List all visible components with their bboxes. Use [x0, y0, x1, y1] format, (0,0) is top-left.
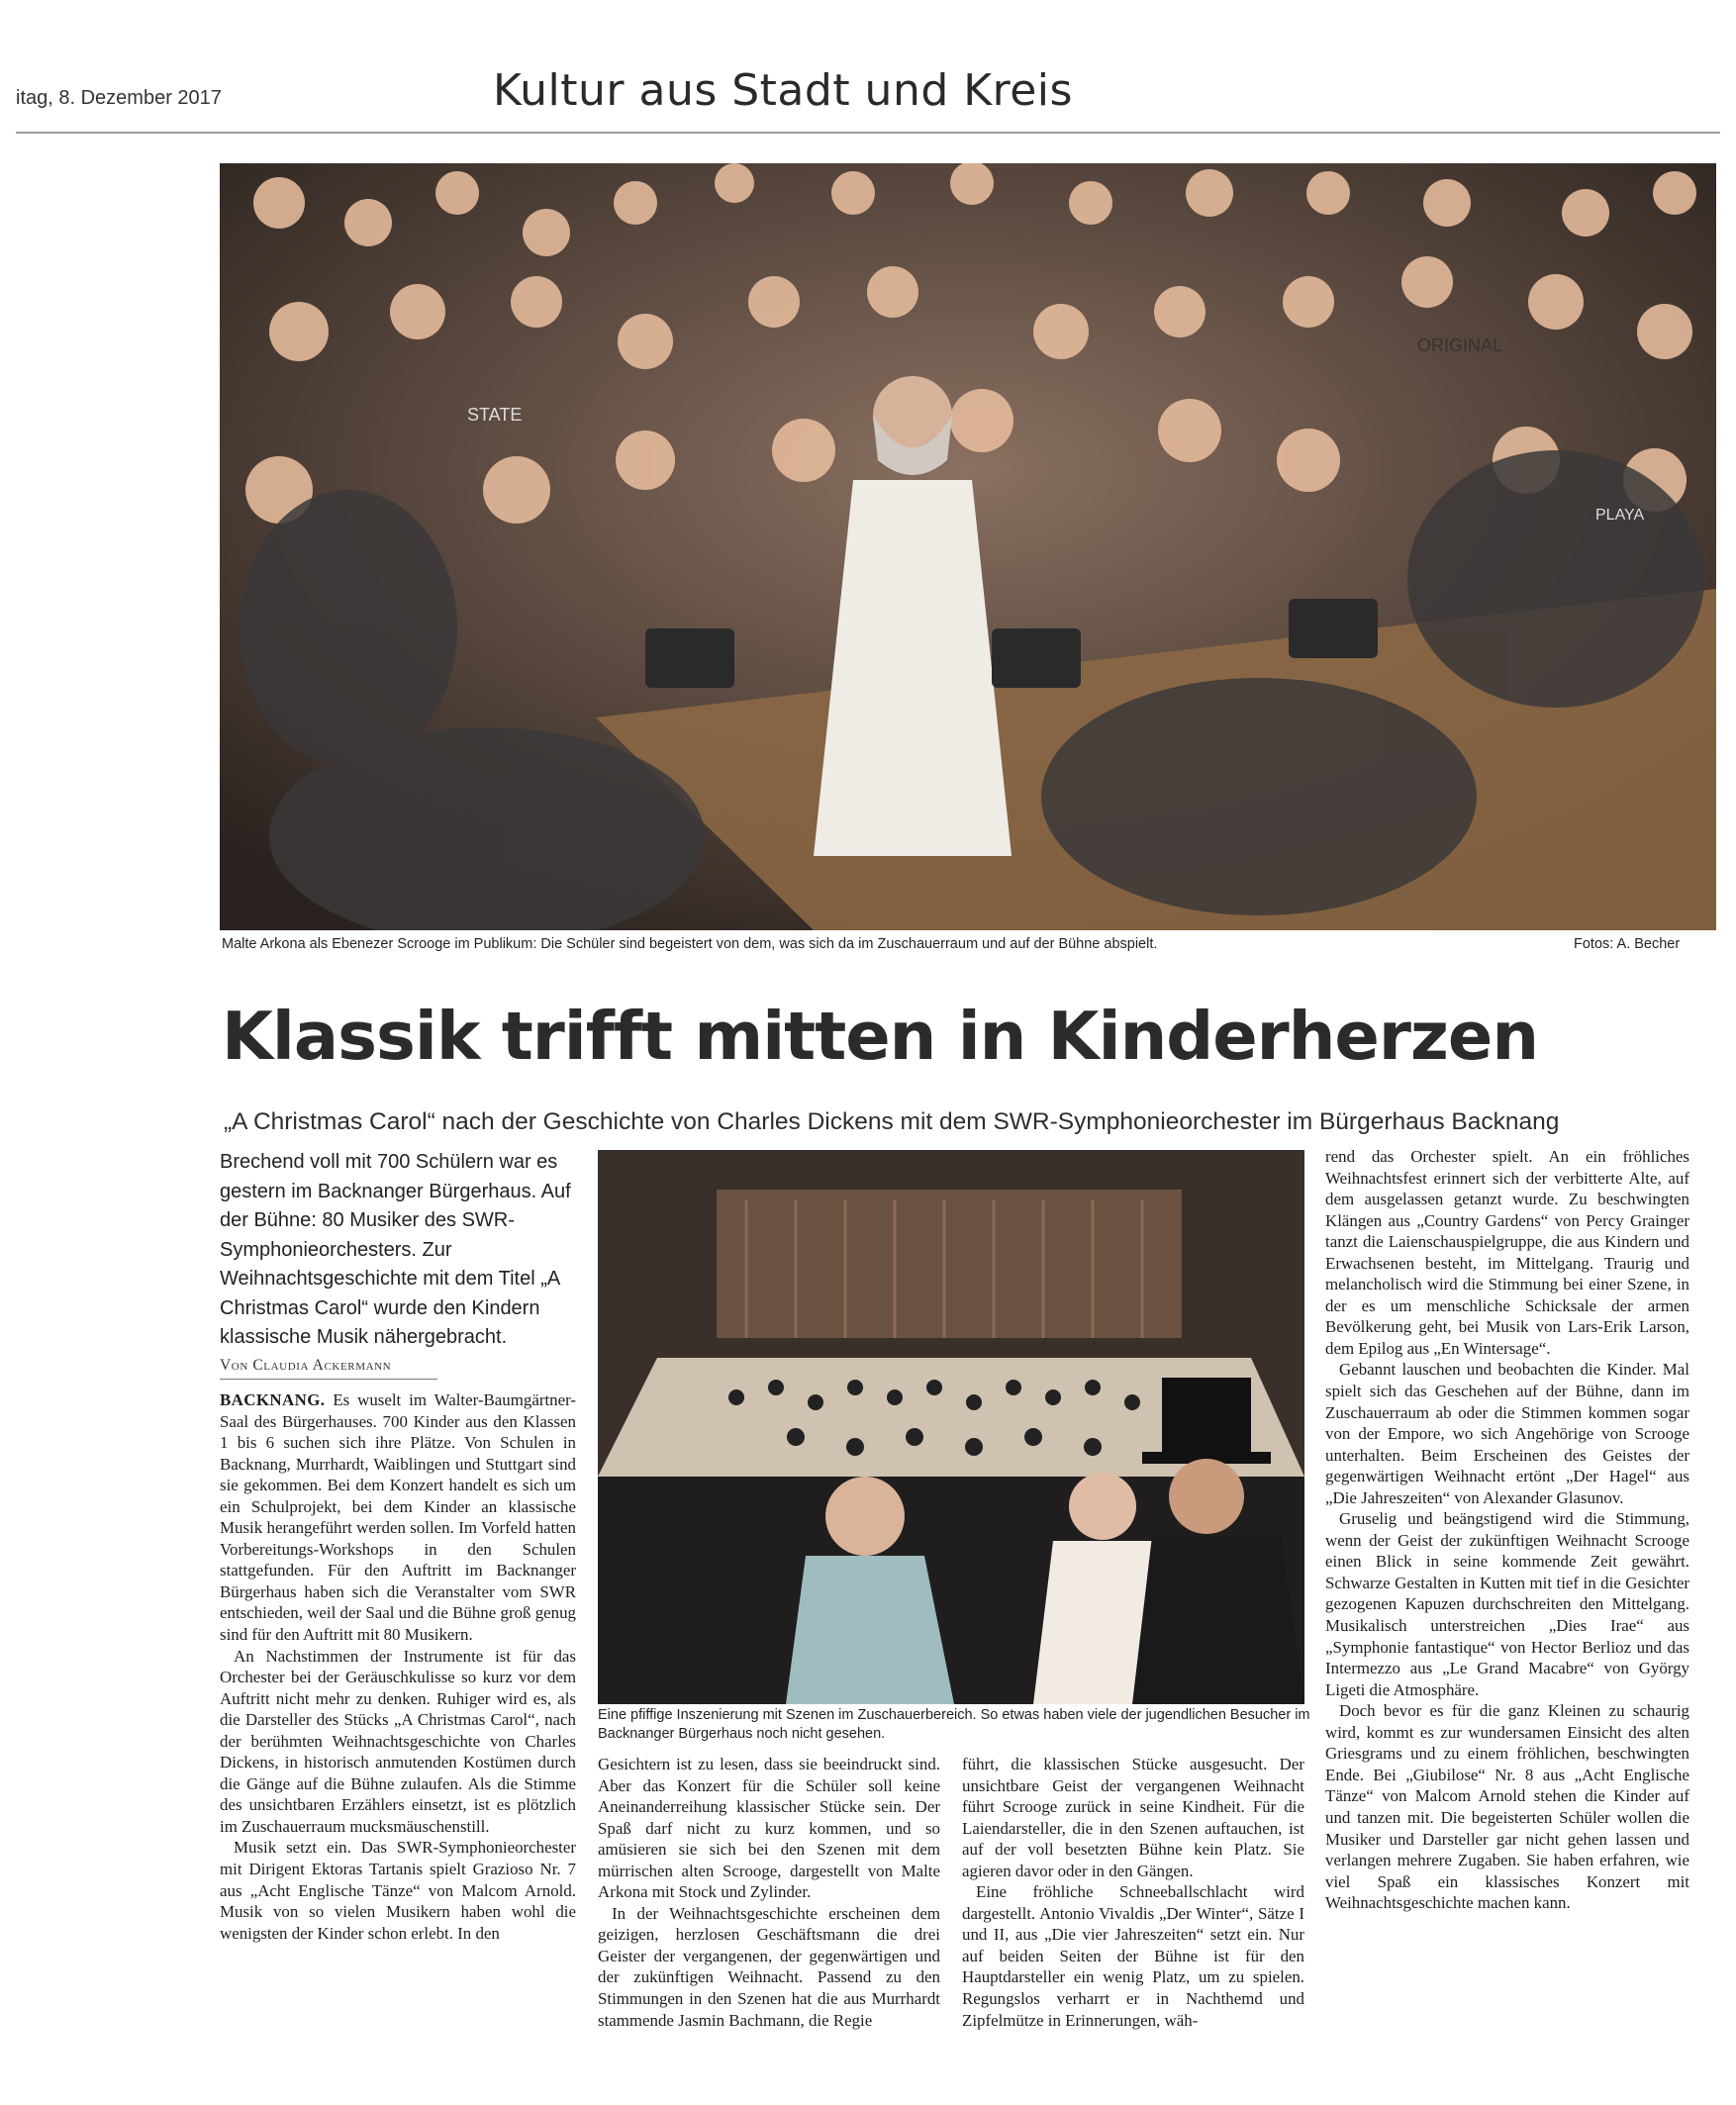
article-teaser: Brechend voll mit 700 Schülern war es gestern im Backnanger Bürgerhaus. Auf der Bühne: 80 Musiker des SWR-Symphonieorchesters. Zur Weihnachtsgeschichte mit dem Titel „A Christmas Carol“ wurde den Kindern klassische Musik nähergebracht.: [220, 1151, 571, 1348]
audience-illustration: [220, 163, 1716, 930]
article-column-1: [220, 1389, 576, 1944]
photo-credit: Fotos: A. Becher: [1574, 936, 1681, 952]
paragraph: Gesichtern ist zu lesen, dass sie beeindruckt sind. Aber das Konzert für die Schüler soll keine Aneinanderreihung klassischer Stücke sein. Der Spaß darf nicht zu kurz kommen, und so amüsieren sie sich bei den Szenen mit dem mürrischen alten Scrooge, dargestellt von Malte Arkona mit Stock und Zylinder.: [598, 1755, 940, 1902]
paragraph: [220, 1389, 576, 1646]
paragraph: In der Weihnachtsgeschichte erscheinen dem geizigen, herzlosen Geschäftsmann die drei Geister der vergangenen, der gegenwärtigen und der zukünftigen Weihnacht. Passend zu den Stimmungen in den Szenen hat die aus Murrhardt stammende Jasmin Bachmann, die Regie: [598, 1903, 940, 2030]
section-title: Kultur aus Stadt und Kreis: [493, 65, 1073, 116]
paragraph: Gruselig und beängstigend wird die Stimmung, wenn der Geist der zukünftigen Weihnacht Scrooge einen Blick in seine kommende Zeit gewährt. Schwarze Gestalten in Kutten mit tief in die Gesichter gezogenen Kapuzen durchschreiten den Mittelgang. Musikalisch unterstreichen „Dies Irae“ aus „Symphonie fantastique“ von Hector Berlioz und das Intermezzo aus „Le Grand Macabre“ von György Ligeti die Atmosphäre.: [1325, 1509, 1689, 1699]
article-headline: Klassik trifft mitten in Kinderherzen: [222, 998, 1539, 1075]
dateline: itag, 8. Dezember 2017: [16, 87, 222, 109]
main-photo: [220, 163, 1716, 930]
main-photo-caption: Malte Arkona als Ebenezer Scrooge im Publikum: Die Schüler sind begeistert von dem, was sich da im Zuschauerraum und auf der Bühne abspielt.: [222, 936, 1158, 952]
second-photo: [598, 1150, 1304, 1704]
article-column-3: [1325, 1146, 1689, 1914]
paragraph: Gebannt lauschen und beobachten die Kinder. Mal spielt sich das Geschehen auf der Bühne, dann im Zuschauerraum ab oder die Stimmen kommen sogar von der Empore, wo sich Angehörige von Scrooge unterhalten. Beim Erscheinen des Geistes der gegenwärtigen Weihnacht ertönt „Der Hagel“ aus „Die Jahreszeiten“ von Alexander Glasunov.: [1325, 1360, 1689, 1507]
header-rule: [16, 132, 1720, 134]
article-column-2: [598, 1754, 1304, 2031]
shirt-text-original: ORIGINAL: [1417, 335, 1503, 355]
shirt-text-playa: PLAYA: [1595, 507, 1645, 524]
shirt-text-state: STATE: [467, 405, 523, 425]
article-subheadline: „A Christmas Carol“ nach der Geschichte von Charles Dickens mit dem SWR-Symphonieorchester im Bürgerhaus Backnang: [224, 1108, 1560, 1135]
second-photo-caption: Eine pfiffige Inszenierung mit Szenen im Zuschauerbereich. So etwas haben viele der jugendlichen Besucher im Backnanger Bürgerhaus noch nicht gesehen.: [598, 1707, 1310, 1742]
paragraph: Eine fröhliche Schneeballschlacht wird dargestellt. Antonio Vivaldis „Der Winter“, Sätze I und II, aus „Die vier Jahreszeiten“ setzt ein. Nur auf beiden Seiten der Bühne ist für den Hauptdarsteller ein wenig Platz, um zu spielen. Regungslos verharrt er in Nachthemd und Zipfelmütze in Erinnerungen, wäh-: [962, 1882, 1304, 2030]
orchestra-illustration: [598, 1150, 1304, 1704]
paragraph: An Nachstimmen der Instrumente ist für das Orchester bei der Geräuschkulisse so kurz vor dem Auftritt nicht mehr zu denken. Ruhiger wird es, als die Darsteller des Stücks „A Christmas Carol“, nach der berühmten Weihnachtsgeschichte von Charles Dickens, in historisch anmutenden Kostümen durch die Gänge auf die Bühne zulaufen. Als die Stimme des unsichtbaren Erzählers einsetzt, ist es plötzlich im Zuschauerraum mucksmäuschenstill.: [220, 1646, 576, 1836]
paragraph: rend das Orchester spielt. An ein fröhliches Weihnachtsfest erinnert sich der verbitterte Alte, auf dem ausgelassen getanzt wurde. Zu beschwingten Klängen aus „Country Gardens“ von Percy Grainger tanzt die Laienschauspielgruppe, die aus Kindern und Erwachsenen besteht, im Mittelgang. Traurig und melancholisch wird die Stimmung bei einer Szene, in der es um menschliche Schicksale der armen Bevölkerung geht, bei Musik von Lars-Erik Larson, dem Epilog aus „En Wintersage“.: [1325, 1147, 1689, 1358]
dateline-place: BACKNANG.: [220, 1390, 326, 1409]
byline-rule: [220, 1379, 437, 1380]
paragraph-text: Es wuselt im Walter-Baumgärtner-Saal des Bürgerhauses. 700 Kinder aus den Klassen 1 bis 6 suchen sich ihre Plätze. Von Schulen in Backnang, Murrhardt, Waiblingen und Stuttgart sind sie gekommen. Bei dem Konzert handelt es sich um ein Schulprojekt, bei dem Kinder an klassische Musik herangeführt werden sollen. Im Vorfeld hatten Vorbereitungs-Workshops in den Schulen stattgefunden. Für den Auftritt im Backnanger Bürgerhaus haben sich die Veranstalter vom SWR entschieden, weil der Saal und die Bühne groß genug sind für den Auftritt mit 80 Musikern.: [220, 1390, 576, 1645]
byline: Von Claudia Ackermann: [220, 1357, 392, 1374]
paragraph: Doch bevor es für die ganz Kleinen zu schaurig wird, kommt es zur wundersamen Einsicht des alten Griesgrams und zu einem fröhlichen, beschwingten Ende. Bei „Giubilose“ Nr. 8 aus „Acht Englische Tänze“ von Malcom Arnold stehen die Kinder auf und tanzen mit. Die begeisterten Schüler wollen die Musiker und Darsteller gar nicht gehen lassen und verlangen mehrere Zugaben. Sie haben erfahren, wie viel Spaß ein klassisches Konzert mit Weihnachtsgeschichte machen kann.: [1325, 1701, 1689, 1913]
paragraph: führt, die klassischen Stücke ausgesucht. Der unsichtbare Geist der vergangenen Weihnacht führt Scrooge zurück in seine Kindheit. Für die Laiendarsteller, die in den Szenen auftauchen, ist auf der voll besetzten Bühne kein Platz. Sie agieren davor oder in den Gängen.: [962, 1755, 1304, 1880]
paragraph: Musik setzt ein. Das SWR-Symphonieorchester mit Dirigent Ektoras Tartanis spielt Grazioso Nr. 7 aus „Acht Englische Tänze“ von Malcom Arnold. Musik von so vielen Musikern haben wohl die wenigsten der Kinder schon erlebt. In den: [220, 1838, 576, 1943]
